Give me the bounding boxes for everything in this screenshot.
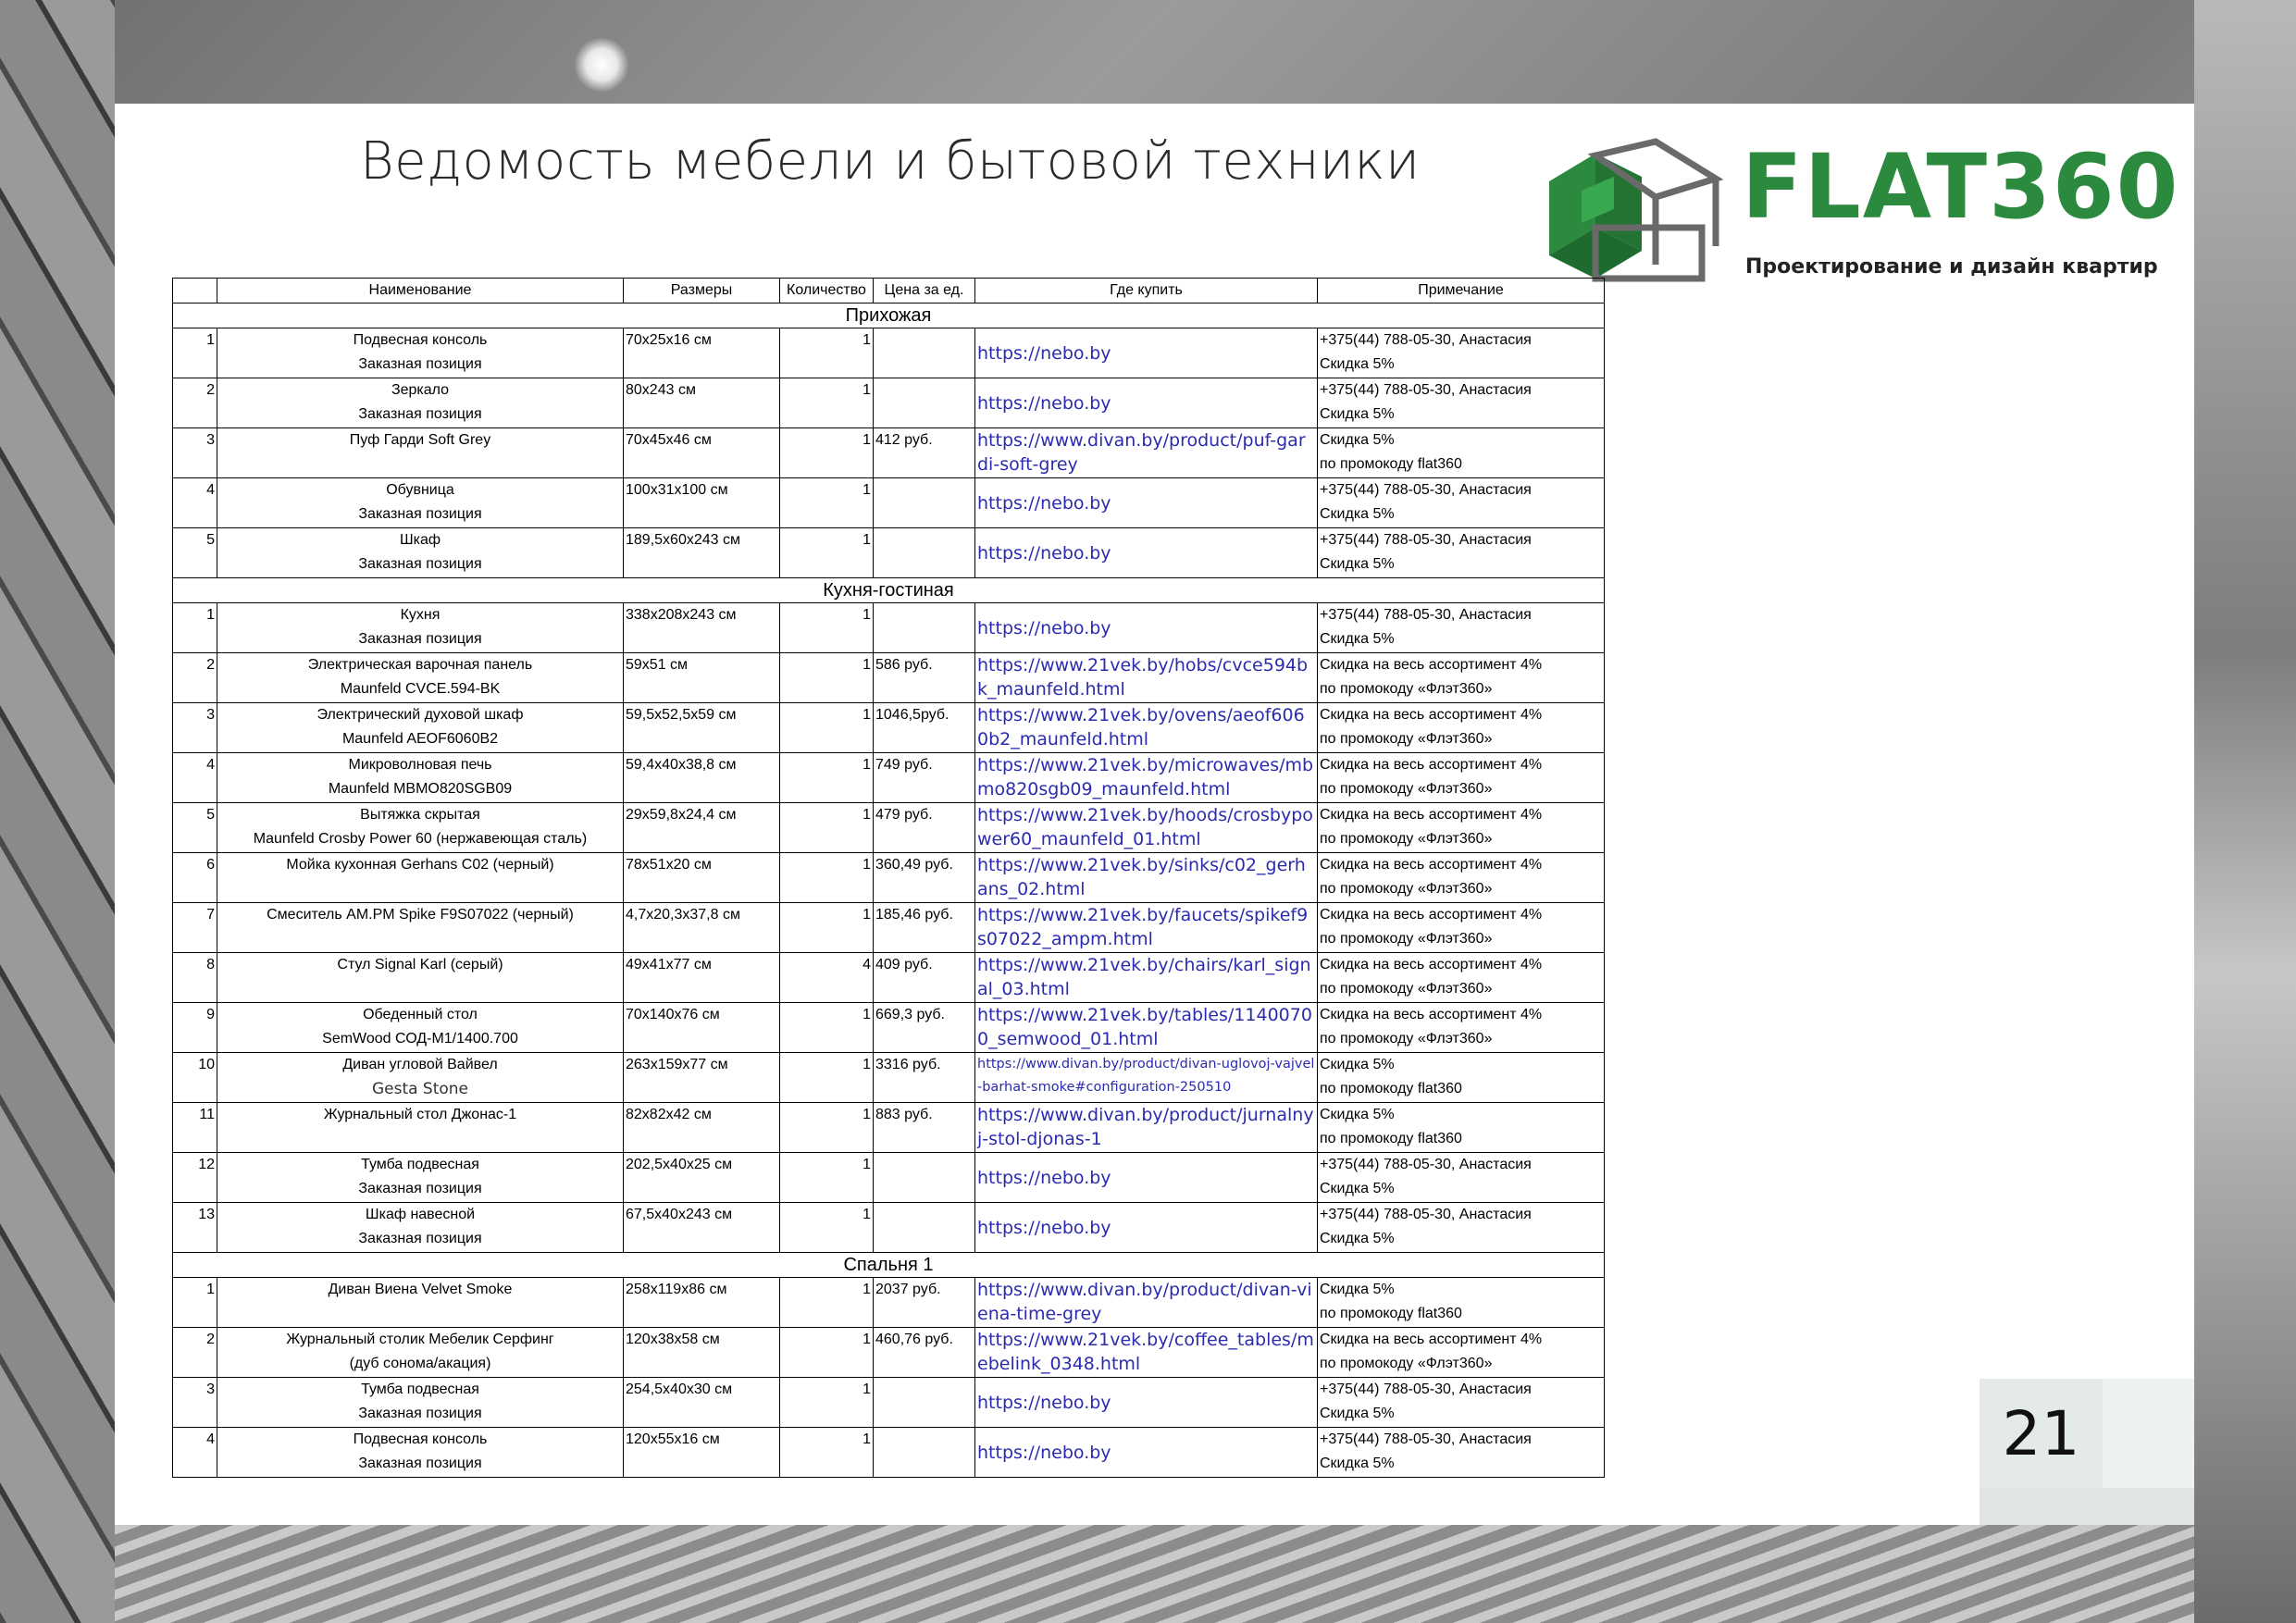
row-number: 10	[173, 1053, 217, 1103]
item-note-discount: Скидка 5%	[1320, 406, 1395, 422]
item-note-cell	[1318, 1328, 1605, 1378]
item-name: Электрическая варочная панель	[307, 657, 533, 673]
item-note-cell	[1318, 1003, 1605, 1053]
item-size: 78х51х20 см	[624, 853, 780, 903]
table-row	[173, 1428, 1605, 1478]
item-shop-link[interactable]: https://www.21vek.by/faucets/spikef9s07022_ampm.html	[975, 903, 1318, 953]
item-note: +375(44) 788-05-30, Анастасия	[1320, 1431, 1532, 1447]
item-subname: Заказная позиция	[358, 1406, 482, 1421]
item-price: 412 руб.	[874, 428, 975, 478]
page-number: 21	[1980, 1379, 2103, 1488]
row-number: 9	[173, 1003, 217, 1053]
column-header	[173, 279, 217, 304]
item-name: Кухня	[400, 607, 441, 623]
item-quantity: 1	[780, 753, 874, 803]
item-name-cell	[217, 903, 624, 953]
table-row	[173, 428, 1605, 478]
item-note: Скидка 5%	[1320, 432, 1395, 448]
item-name-cell	[217, 803, 624, 853]
item-note: Скидка на весь ассортимент 4%	[1320, 957, 1543, 973]
furniture-table	[172, 278, 1605, 1478]
item-size: 258х119х86 см	[624, 1278, 780, 1328]
item-shop-link[interactable]: https://www.21vek.by/sinks/c02_gerhans_02.html	[975, 853, 1318, 903]
table-row	[173, 1153, 1605, 1203]
section-title: Спальня 1	[173, 1253, 1605, 1278]
item-shop-link[interactable]: https://www.divan.by/product/jurnalnyj-stol-djonas-1	[975, 1103, 1318, 1153]
item-name-cell	[217, 1278, 624, 1328]
item-note: +375(44) 788-05-30, Анастасия	[1320, 332, 1532, 348]
item-shop-link[interactable]: https://nebo.by	[975, 1153, 1318, 1203]
item-note: Скидка на весь ассортимент 4%	[1320, 857, 1543, 873]
item-name: Электрический духовой шкаф	[316, 707, 524, 723]
item-note-discount: по промокоду flat360	[1320, 456, 1462, 472]
item-note-cell	[1318, 1103, 1605, 1153]
item-note-discount: по промокоду «Флэт360»	[1320, 681, 1493, 697]
item-note-cell	[1318, 653, 1605, 703]
item-name-cell	[217, 328, 624, 378]
item-subname: Заказная позиция	[358, 556, 482, 572]
item-size: 59х51 см	[624, 653, 780, 703]
item-quantity: 1	[780, 1203, 874, 1253]
item-size: 189,5х60х243 см	[624, 528, 780, 578]
page-title: Ведомость мебели и бытовой техники	[360, 131, 1421, 192]
item-note-discount: Скидка 5%	[1320, 1231, 1395, 1246]
item-size: 29х59,8х24,4 см	[624, 803, 780, 853]
item-size: 80х243 см	[624, 378, 780, 428]
item-size: 254,5х40х30 см	[624, 1378, 780, 1428]
item-subname: Заказная позиция	[358, 406, 482, 422]
item-name: Зеркало	[391, 382, 450, 398]
item-note-cell	[1318, 603, 1605, 653]
table-row	[173, 653, 1605, 703]
item-note-cell	[1318, 903, 1605, 953]
item-quantity: 1	[780, 1378, 874, 1428]
item-note-cell	[1318, 1203, 1605, 1253]
item-note-discount: Скидка 5%	[1320, 1456, 1395, 1471]
item-shop-link[interactable]: https://nebo.by	[975, 528, 1318, 578]
item-name: Обувница	[386, 482, 454, 498]
item-name: Стул Signal Karl (серый)	[337, 957, 503, 973]
item-note-discount: по промокоду «Флэт360»	[1320, 1356, 1493, 1371]
item-price	[874, 1428, 975, 1478]
item-price: 2037 руб.	[874, 1278, 975, 1328]
item-subname: Maunfeld AEOF6060B2	[341, 731, 499, 747]
item-note: +375(44) 788-05-30, Анастасия	[1320, 1207, 1532, 1222]
item-note-discount: Скидка 5%	[1320, 556, 1395, 572]
item-name: Обеденный стол	[363, 1007, 478, 1022]
item-note-discount: по промокоду flat360	[1320, 1306, 1462, 1321]
item-shop-link[interactable]: https://www.21vek.by/chairs/karl_signal_03.html	[975, 953, 1318, 1003]
section-row	[173, 578, 1605, 603]
item-price: 1046,5руб.	[874, 703, 975, 753]
item-note-cell	[1318, 1378, 1605, 1428]
item-note-discount: Скидка 5%	[1320, 1181, 1395, 1196]
item-note-cell	[1318, 428, 1605, 478]
logo-wordmark: FLAT360	[1742, 135, 2180, 239]
row-number: 2	[173, 1328, 217, 1378]
row-number: 3	[173, 428, 217, 478]
item-name: Журнальный стол Джонас-1	[323, 1107, 517, 1122]
item-name: Смеситель AM.PM Spike F9S07022 (черный)	[267, 907, 574, 923]
item-size: 70х45х46 см	[624, 428, 780, 478]
row-number: 13	[173, 1203, 217, 1253]
item-note-discount: Скидка 5%	[1320, 631, 1395, 647]
row-number: 1	[173, 603, 217, 653]
table-row	[173, 478, 1605, 528]
item-name-cell	[217, 603, 624, 653]
section-title: Кухня-гостиная	[173, 578, 1605, 603]
item-note: +375(44) 788-05-30, Анастасия	[1320, 482, 1532, 498]
item-size: 338х208х243 см	[624, 603, 780, 653]
item-subname: Заказная позиция	[358, 506, 482, 522]
item-shop-link[interactable]: https://nebo.by	[975, 1428, 1318, 1478]
item-shop-link[interactable]: https://www.21vek.by/microwaves/mbmo820sgb09_maunfeld.html	[975, 753, 1318, 803]
table-row	[173, 1003, 1605, 1053]
item-shop-link[interactable]: https://www.21vek.by/hobs/cvce594bk_maunfeld.html	[975, 653, 1318, 703]
column-header: Примечание	[1318, 279, 1605, 304]
item-price	[874, 328, 975, 378]
item-price: 460,76 руб.	[874, 1328, 975, 1378]
item-note-cell	[1318, 1428, 1605, 1478]
row-number: 4	[173, 1428, 217, 1478]
item-price: 185,46 руб.	[874, 903, 975, 953]
row-number: 4	[173, 753, 217, 803]
item-price: 669,3 руб.	[874, 1003, 975, 1053]
item-subname: Maunfeld CVCE.594-BK	[340, 681, 501, 697]
item-note-cell	[1318, 703, 1605, 753]
item-price: 749 руб.	[874, 753, 975, 803]
item-price	[874, 528, 975, 578]
page-number-strip	[1980, 1488, 2194, 1525]
item-size: 70х140х76 см	[624, 1003, 780, 1053]
item-shop-link[interactable]: https://nebo.by	[975, 1203, 1318, 1253]
table-row	[173, 1328, 1605, 1378]
item-note-discount: по промокоду «Флэт360»	[1320, 731, 1493, 747]
item-name-cell	[217, 753, 624, 803]
item-quantity: 1	[780, 903, 874, 953]
item-size: 49х41х77 см	[624, 953, 780, 1003]
item-note-cell	[1318, 1278, 1605, 1328]
item-quantity: 1	[780, 378, 874, 428]
item-shop-link[interactable]: https://nebo.by	[975, 1378, 1318, 1428]
item-note-discount: по промокоду flat360	[1320, 1131, 1462, 1146]
item-name: Мойка кухонная Gerhans C02 (черный)	[286, 857, 554, 873]
item-quantity: 1	[780, 603, 874, 653]
item-name-cell	[217, 1103, 624, 1153]
item-price	[874, 478, 975, 528]
item-name-cell	[217, 853, 624, 903]
item-subname: Gesta Stone	[371, 1080, 469, 1098]
item-subname: Заказная позиция	[358, 1456, 482, 1471]
item-name-cell	[217, 1203, 624, 1253]
item-size: 120х55х16 см	[624, 1428, 780, 1478]
row-number: 1	[173, 328, 217, 378]
row-number: 3	[173, 1378, 217, 1428]
item-name: Пуф Гарди Soft Grey	[349, 432, 491, 448]
item-name-cell	[217, 1153, 624, 1203]
item-name-cell	[217, 1003, 624, 1053]
item-quantity: 4	[780, 953, 874, 1003]
row-number: 5	[173, 528, 217, 578]
item-note: Скидка 5%	[1320, 1057, 1395, 1072]
logo-cube-icon	[1531, 126, 1725, 283]
item-subname: Заказная позиция	[358, 1181, 482, 1196]
item-note-discount: по промокоду «Флэт360»	[1320, 881, 1493, 897]
table-row	[173, 328, 1605, 378]
item-note-discount: по промокоду «Флэт360»	[1320, 781, 1493, 797]
item-subname: (дуб сонома/акация)	[349, 1356, 491, 1371]
item-name: Шкаф	[399, 532, 441, 548]
item-subname: Заказная позиция	[358, 1231, 482, 1246]
item-note-discount: по промокоду «Флэт360»	[1320, 931, 1493, 947]
item-note-discount: Скидка 5%	[1320, 1406, 1395, 1421]
table-row	[173, 1053, 1605, 1103]
item-quantity: 1	[780, 1328, 874, 1378]
item-subname: Maunfeld Crosby Power 60 (нержавеющая сталь)	[253, 831, 588, 847]
item-note: +375(44) 788-05-30, Анастасия	[1320, 1381, 1532, 1397]
item-quantity: 1	[780, 528, 874, 578]
item-name-cell	[217, 528, 624, 578]
item-price: 3316 руб.	[874, 1053, 975, 1103]
item-name-cell	[217, 428, 624, 478]
table-row	[173, 603, 1605, 653]
item-name-cell	[217, 953, 624, 1003]
section-title: Прихожая	[173, 304, 1605, 328]
item-quantity: 1	[780, 1103, 874, 1153]
item-size: 202,5х40х25 см	[624, 1153, 780, 1203]
page-number-side	[2103, 1379, 2194, 1488]
item-subname: Заказная позиция	[358, 356, 482, 372]
item-price: 586 руб.	[874, 653, 975, 703]
row-number: 11	[173, 1103, 217, 1153]
item-name-cell	[217, 1378, 624, 1428]
item-shop-link[interactable]: https://www.divan.by/product/puf-gardi-soft-grey	[975, 428, 1318, 478]
item-note-cell	[1318, 528, 1605, 578]
item-name: Тумба подвесная	[361, 1381, 479, 1397]
table-row	[173, 1203, 1605, 1253]
item-price: 409 руб.	[874, 953, 975, 1003]
item-shop-link[interactable]: https://www.21vek.by/ovens/aeof6060b2_maunfeld.html	[975, 703, 1318, 753]
table-row	[173, 528, 1605, 578]
row-number: 8	[173, 953, 217, 1003]
item-name-cell	[217, 378, 624, 428]
item-name-cell	[217, 1053, 624, 1103]
item-quantity: 1	[780, 803, 874, 853]
item-note-cell	[1318, 953, 1605, 1003]
table-header-row	[173, 279, 1605, 304]
item-quantity: 1	[780, 653, 874, 703]
item-note-discount: по промокоду «Флэт360»	[1320, 981, 1493, 997]
item-shop-link[interactable]: https://nebo.by	[975, 603, 1318, 653]
item-note-cell	[1318, 1053, 1605, 1103]
item-price	[874, 1153, 975, 1203]
column-header: Количество	[780, 279, 874, 304]
item-note-discount: Скидка 5%	[1320, 356, 1395, 372]
item-name-cell	[217, 1328, 624, 1378]
table-row	[173, 753, 1605, 803]
item-name: Диван угловой Вайвел	[342, 1057, 498, 1072]
item-note-discount: по промокоду «Флэт360»	[1320, 831, 1493, 847]
item-note: +375(44) 788-05-30, Анастасия	[1320, 382, 1532, 398]
item-name: Микроволновая печь	[348, 757, 492, 773]
item-note-cell	[1318, 753, 1605, 803]
item-size: 263х159х77 см	[624, 1053, 780, 1103]
item-note: +375(44) 788-05-30, Анастасия	[1320, 607, 1532, 623]
section-row	[173, 304, 1605, 328]
item-note: +375(44) 788-05-30, Анастасия	[1320, 1157, 1532, 1172]
item-quantity: 1	[780, 1153, 874, 1203]
row-number: 4	[173, 478, 217, 528]
item-price: 479 руб.	[874, 803, 975, 853]
item-name-cell	[217, 703, 624, 753]
item-subname: Заказная позиция	[358, 631, 482, 647]
item-shop-link[interactable]: https://www.21vek.by/tables/11400700_semwood_01.html	[975, 1003, 1318, 1053]
row-number: 2	[173, 378, 217, 428]
item-price	[874, 603, 975, 653]
item-price	[874, 1378, 975, 1428]
column-header: Наименование	[217, 279, 624, 304]
item-quantity: 1	[780, 1428, 874, 1478]
item-name: Подвесная консоль	[353, 332, 488, 348]
item-note-cell	[1318, 478, 1605, 528]
item-name-cell	[217, 653, 624, 703]
document-sheet	[115, 104, 2194, 1525]
item-note: Скидка на весь ассортимент 4%	[1320, 1007, 1543, 1022]
flat360-logo	[1531, 126, 2178, 292]
item-shop-link[interactable]: https://nebo.by	[975, 328, 1318, 378]
column-header: Цена за ед.	[874, 279, 975, 304]
item-size: 59,5х52,5х59 см	[624, 703, 780, 753]
item-note-cell	[1318, 1153, 1605, 1203]
item-shop-link[interactable]: https://www.21vek.by/hoods/crosbypower60_maunfeld_01.html	[975, 803, 1318, 853]
row-number: 5	[173, 803, 217, 853]
background-right-interior	[2194, 0, 2296, 1623]
table-row	[173, 1378, 1605, 1428]
ceiling-light	[574, 37, 629, 93]
column-header: Где купить	[975, 279, 1318, 304]
item-size: 100х31х100 см	[624, 478, 780, 528]
logo-tagline: Проектирование и дизайн квартир	[1745, 255, 2158, 279]
item-note-cell	[1318, 378, 1605, 428]
item-note: Скидка 5%	[1320, 1107, 1395, 1122]
item-name: Журнальный столик Мебелик Серфинг	[286, 1332, 554, 1347]
item-subname: Maunfeld MBMO820SGB09	[328, 781, 513, 797]
row-number: 12	[173, 1153, 217, 1203]
item-name: Тумба подвесная	[361, 1157, 479, 1172]
table-row	[173, 378, 1605, 428]
item-size: 67,5х40х243 см	[624, 1203, 780, 1253]
table-row	[173, 903, 1605, 953]
item-note-discount: Скидка 5%	[1320, 506, 1395, 522]
item-note: +375(44) 788-05-30, Анастасия	[1320, 532, 1532, 548]
item-note: Скидка на весь ассортимент 4%	[1320, 907, 1543, 923]
row-number: 7	[173, 903, 217, 953]
table-row	[173, 703, 1605, 753]
row-number: 6	[173, 853, 217, 903]
row-number: 2	[173, 653, 217, 703]
background-bottom-carpet	[115, 1525, 2194, 1623]
item-name: Подвесная консоль	[353, 1431, 488, 1447]
item-note: Скидка на весь ассортимент 4%	[1320, 657, 1543, 673]
item-note: Скидка на весь ассортимент 4%	[1320, 757, 1543, 773]
item-shop-link[interactable]: https://nebo.by	[975, 378, 1318, 428]
item-shop-link[interactable]: https://www.divan.by/product/divan-viena-time-grey	[975, 1278, 1318, 1328]
item-size: 70х25х16 см	[624, 328, 780, 378]
item-quantity: 1	[780, 478, 874, 528]
table-row	[173, 1278, 1605, 1328]
item-name: Диван Виена Velvet Smoke	[328, 1282, 513, 1297]
item-price: 360,49 руб.	[874, 853, 975, 903]
table-row	[173, 803, 1605, 853]
item-name-cell	[217, 1428, 624, 1478]
section-row	[173, 1253, 1605, 1278]
item-quantity: 1	[780, 853, 874, 903]
item-name: Вытяжка скрытая	[360, 807, 480, 823]
item-quantity: 1	[780, 428, 874, 478]
item-note-cell	[1318, 853, 1605, 903]
item-price: 883 руб.	[874, 1103, 975, 1153]
background-left-interior	[0, 0, 115, 1623]
item-name: Шкаф навесной	[365, 1207, 476, 1222]
item-quantity: 1	[780, 1003, 874, 1053]
item-quantity: 1	[780, 328, 874, 378]
item-note: Скидка на весь ассортимент 4%	[1320, 807, 1543, 823]
item-shop-link[interactable]: https://nebo.by	[975, 478, 1318, 528]
item-subname: SemWood СОД-М1/1400.700	[322, 1031, 518, 1047]
item-note: Скидка на весь ассортимент 4%	[1320, 1332, 1543, 1347]
table-row	[173, 853, 1605, 903]
item-size: 59,4х40х38,8 см	[624, 753, 780, 803]
row-number: 3	[173, 703, 217, 753]
item-quantity: 1	[780, 1053, 874, 1103]
item-note-discount: по промокоду «Флэт360»	[1320, 1031, 1493, 1047]
column-header: Размеры	[624, 279, 780, 304]
item-note: Скидка 5%	[1320, 1282, 1395, 1297]
row-number: 1	[173, 1278, 217, 1328]
item-note-cell	[1318, 328, 1605, 378]
item-size: 4,7х20,3х37,8 см	[624, 903, 780, 953]
item-size: 120х38х58 см	[624, 1328, 780, 1378]
table-row	[173, 1103, 1605, 1153]
item-name-cell	[217, 478, 624, 528]
item-quantity: 1	[780, 703, 874, 753]
item-note-discount: по промокоду flat360	[1320, 1081, 1462, 1096]
item-note: Скидка на весь ассортимент 4%	[1320, 707, 1543, 723]
item-shop-link[interactable]: https://www.divan.by/product/divan-uglovoj-vajvel-barhat-smoke#configuration-250510	[975, 1053, 1318, 1103]
item-price	[874, 378, 975, 428]
item-quantity: 1	[780, 1278, 874, 1328]
item-note-cell	[1318, 803, 1605, 853]
item-size: 82х82х42 см	[624, 1103, 780, 1153]
table-row	[173, 953, 1605, 1003]
item-price	[874, 1203, 975, 1253]
item-shop-link[interactable]: https://www.21vek.by/coffee_tables/mebelink_0348.html	[975, 1328, 1318, 1378]
